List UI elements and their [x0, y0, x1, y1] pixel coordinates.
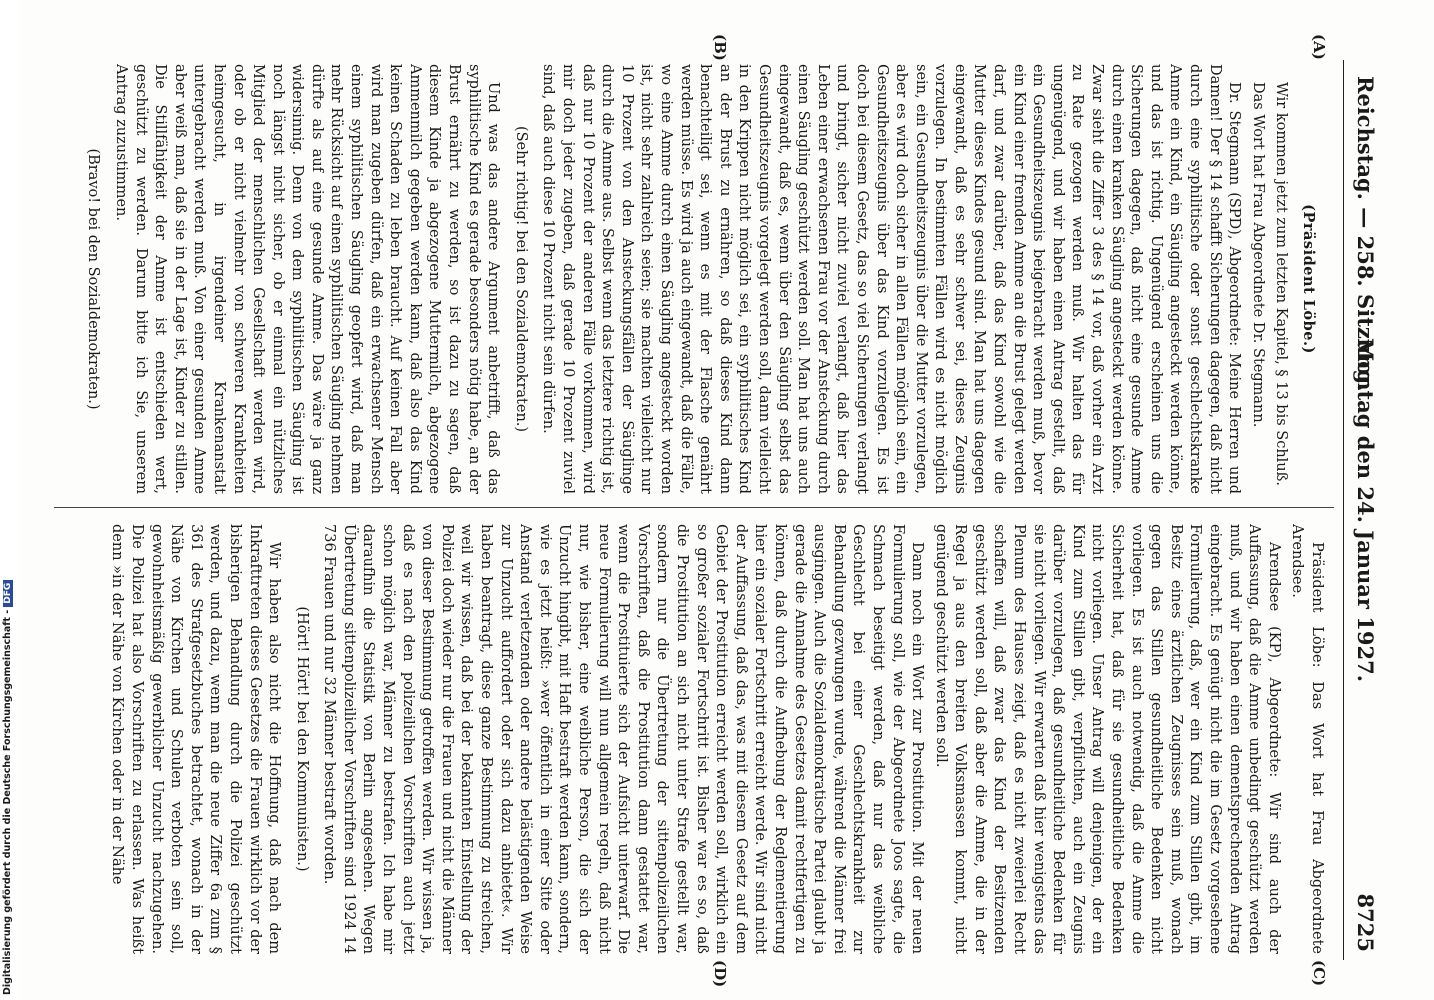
paragraph: Und was das andere Argument anbetrifft, daß das syphilitische Kind es gerade besonders nötig habe, an der Brust ernährt zu werden, so ist dazu zu sagen, daß diesem Kinde ja abgezogene Muttermilch, abgezogene Ammenmilch gegeben werden kann, daß also das Kind keinen Schaden zu leben braucht. Auf keinen Fall aber wird man zugeben dürfen, daß ein erwachsener Mensch einem syphilitischen Säugling geopfert wird, daß man mehr Rücksicht auf einen syphilitischen Säugling nehmen dürfte als auf eine gesunde Amme. Das wäre ja ganz widersinnig. Denn von dem syphilitischen Säugling ist noch längst nicht sicher, ob er einmal ein nützliches Mitglied der menschlichen Gesellschaft werden wird, oder ob er nicht vielmehr von schweren Krankheiten heimgesucht, in irgendeiner Krankenanstalt untergebracht werden muß. Von einer gesunden Amme aber weiß man, daß sie in der Lage ist, Kinder zu stillen. Die Stillfähigkeit der Amme ist entschieden wert, geschützt zu werden. Darum bitte ich Sie, unserem Antrag zuzustimmen.: [112, 64, 502, 494]
digitization-sidebar: [0, 0, 20, 1000]
dfg-logo-icon: DFG: [3, 580, 13, 607]
interjection: (Sehr richtig! bei den Sozialdemokraten.): [512, 125, 529, 433]
right-column: [56, 524, 1326, 954]
speech-arendsee: Arendsee (KP), Abgeordnete: Wir sind auch der Auffassung, daß die Amme unbedingt geschützt werden muß, und wir haben einen dementsprechenden Antrag eingebracht. Es genügt nicht die im Gesetz vorgesehene Formulierung, daß, wer ein Kind zum Stillen gibt, im Besitz eines ärztlichen Zeugnisses sein muß, wonach gegen das Stillen gesundheitliche Bedenken nicht vorliegen. Es ist auch notwendig, daß die Amme die Sicherheit hat, daß für sie gesundheitliche Bedenken nicht vorliegen. Unser Antrag will denjenigen, der ein Kind zum Stillen gibt, verpflichten, auch ein Zeugnis darüber vorzulegen, daß gesundheitliche Bedenken für sie nicht vorliegen. Wir erwarten daß hier wenigstens das Plenum des Hauses zeigt, daß es nicht zweierlei Recht schaffen will, daß zwar das Kind der Besitzenden geschützt werden soll, daß aber die Amme, die in der Regel ja aus den breiten Volksmassen kommt, nicht genügend geschützt werden soll.: [932, 524, 1282, 954]
margin-marker-c: (C): [1310, 960, 1328, 987]
paragraph: Wir haben also nicht die Hoffnung, daß nach dem Inkrafttreten dieses Gesetzes die Frauen wirklich vor der bisherigen Behandlung durch die Polizei geschützt werden, und dazu, wenn man die neue Ziffer 6a zum § 361 des Strafgesetzbuches betrachtet, wonach in der Nähe von Kirchen und Schulen verboten sein soll, gewohnheitsmäßig gewerblicher Unzucht nachzugehen. Die Polizei hat also Vorschriften zu erlassen. Was heißt denn »in der Nähe von Kirchen oder in der Nähe: [109, 524, 283, 954]
paragraph: Wir kommen jetzt zum letzten Kapitel, § 13 bis Schluß.: [1273, 82, 1290, 486]
paragraph: Dann noch ein Wort zur Prostitution. Mit der neuen Formulierung soll, wie der Abgeordnete Joos sagte, die Schmach beseitigt werden, daß nur das weibliche Geschlecht bei einer Geschlechtskrankheit zur Behandlung gezwungen wurde, während die Männer frei ausgingen. Auch die Sozialdemokratische Partei glaubt ja gerade die Annahme des Gesetzes damit rechtfertigen zu können, daß durch die Aufhebung der Reglementierung hier ein sozialer Fortschritt erreicht werde. Wir sind nicht der Auffassung, daß das, was mit diesem Gesetz auf dem Gebiet der Prostitution erreicht werden soll, wirklich ein so großer sozialer Fortschritt ist. Bisher war es so, daß die Prostitution an sich nicht unter Strafe gestellt war, sondern nur die Übertretung der sittenpolizeilichen Vorschriften, daß die Prostitution dann gestattet war, wenn die Prostituierte sich der Aufsicht unterwarf. Die neue Formulierung will nun allgemein regeln, daß nicht nur, wie bisher, eine weibliche Person, die sich der Unzucht hingibt, mit Haft bestraft werden kann, sondern, wie es jetzt heißt: »wer öffentlich in einer Sitte oder Anstand verletzenden oder andere belästigenden Weise zur Unzucht auffordert oder sich dazu anbietet«. Wir haben beantragt, diese ganze Bestimmung zu streichen, weil wir wissen, daß bei der bekannten Einstellung der Polizei doch wieder nur die Frauen und nicht die Männer von dieser Bestimmung getroffen werden. Wir wissen ja, daß es nach den polizeilichen Vorschriften auch jetzt schon möglich war, Männer zu bestrafen. Ich habe mir daraufhin die Statistik von Berlin angesehen. Wegen Übertretung sittenpolizeilicher Vorschriften sind 1924 14 736 Frauen und nur 32 Männer bestraft worden.: [321, 524, 926, 954]
interjection: (Hört! Hört! bei den Kommunisten.): [293, 606, 310, 872]
sidebar-credit: [2, 295, 13, 995]
paragraph: Präsident Löbe: Das Wort hat Frau Abgeordnete Arendsee.: [1289, 524, 1325, 954]
speaker-heading: (Präsident Löbe.): [1300, 204, 1317, 354]
margin-marker-a: (A): [1310, 34, 1328, 60]
left-column: [56, 64, 1326, 494]
margin-marker-d: (D): [711, 960, 729, 988]
header-date: Montag den 24. Januar 1927.: [1353, 337, 1378, 683]
margin-marker-b: (B): [711, 34, 729, 61]
page-number: 8725: [1353, 893, 1378, 952]
column-divider: [54, 507, 1334, 508]
sidebar-credit-text: Digitalisierung gefördert durch die Deutsche Forschungsgemeinschaft -: [2, 609, 13, 995]
interjection: (Bravo! bei den Sozialdemokraten.): [85, 148, 102, 410]
speech-stegmann: Dr. Stegmann (SPD), Abgeordnete: Meine Herren und Damen! Der § 14 schafft Sicherungen dagegen, daß nicht durch eine syphilitische oder sonst geschlechtskranke Amme ein Kind, ein Säugling angesteckt werden könne, und das ist richtig. Ungenügend erscheinen uns die Sicherungen dagegen, daß nicht eine gesunde Amme durch einen kranken Säugling angesteckt werden könne. Zwar sieht die Ziffer 3 des § 14 vor, daß vorher ein Arzt zu Rate gezogen werden muß. Wir halten das für ungenügend, und wir haben einen Antrag gestellt, daß ein Gesundheitszeugnis beigebracht werden muß, bevor ein Kind einer fremden Amme an die Brust gelegt werden darf, und zwar darüber, daß das Kind sowohl wie die Mutter dieses Kindes gesund sind. Man hat uns dagegen eingewandt, daß es sehr schwer sei, dieses Zeugnis vorzulegen. In bestimmten Fällen wird es nicht möglich sein, ein Gesundheitszeugnis über die Mutter vorzulegen, aber es wird doch sicher in allen Fällen möglich sein, ein Gesundheitszeugnis über das Kind vorzulegen. Es ist doch bei diesem Gesetz, das so viel Sicherungen verlangt und bringt, sicher nicht zuviel verlangt, daß hier das Leben einer erwachsenen Frau vor der Ansteckung durch einen Säugling geschützt werden soll. Man hat uns auch eingewandt, daß es, wenn über den Säugling selbst das Gesundheitszeugnis vorgelegt werden soll, dann vielleicht in den Krippen nicht möglich sei, ein syphilitisches Kind an der Brust zu ernähren, so daß dieses Kind dann benachteiligt sei, wenn es mit der Flasche genährt werden müsse. Es wird ja auch eingewandt, daß die Fälle, wo eine Amme durch einen Säugling angesteckt worden ist, nicht sehr zahlreich seien; sie machten vielleicht nur 10 Prozent von den Ansteckungsfällen der Säuglinge durch die Amme aus. Selbst wenn das letztere richtig ist, daß nur 10 Prozent der anderen Fälle vorkommen, wird mir doch jeder zugeben, daß gerade 10 Prozent zuviel sind, daß auch diese 10 Prozent nicht sein dürfen.: [540, 64, 1243, 494]
header-session: Reichstag. — 258. Sitzung.: [1353, 76, 1378, 392]
paragraph: Das Wort hat Frau Abgeordnete Dr. Stegmann.: [1249, 82, 1266, 428]
page-header: [1343, 60, 1386, 960]
